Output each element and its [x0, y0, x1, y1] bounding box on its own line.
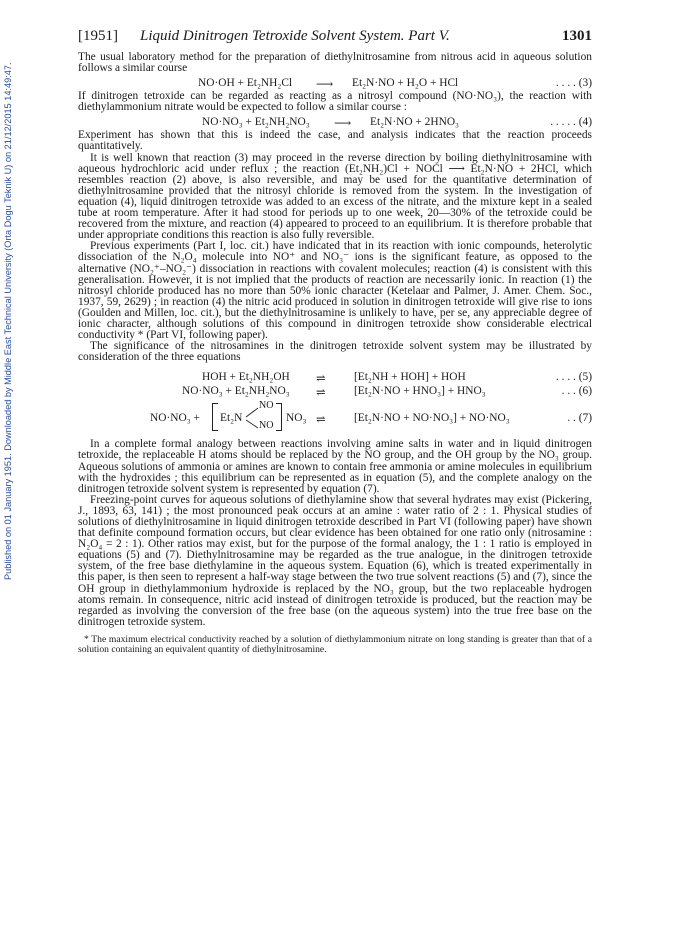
eq6-number: . . . (6) — [561, 385, 592, 398]
eq6-arrow: ⇌ — [316, 387, 326, 400]
paragraph-8: Freezing-point curves for aqueous solutions of diethylamine show that several hydrates may exist (Pickering, J., 1893, 63, 141) ; the most pronounced peak occurs at an amine : water ratio of 2 : 1. Physical studies of solutions of diethylnitrosamine in liquid dinitrogen tetroxide described in Part VI (following paper) have shown that definite compound formation occurs, but clear evidence has been obtained for one ratio only (nitrosamine : N₂O₄ = 2 : 1). Other ratios may exist, but for the purpose of the formal analogy, the 1 : 1 ratio is employed in equations (5) and (7). Diethylnitrosamine may be regarded as the true analogue, in the dinitrogen tetroxide system, of the free base diethylamine in the aqueous system. Equation (6), which is treated experimentally in this paper, is then seen to represent a half-way stage between the two true solvent reactions (5) and (7), since the OH group in diethylammonium hydroxide is replaced by the NO₃ group, but the two replaceable hydrogen atoms remain. In consequence, nitric acid instead of dinitrogen tetroxide is produced, but the reaction may be regarded as involving the conversion of the free base (on the aqueous system) into the true free base on the dinitrogen tetroxide system. — [78, 493, 592, 628]
left-bracket — [212, 403, 218, 431]
equation-7 — [78, 401, 592, 433]
eq7-arrow: ⇌ — [316, 414, 326, 427]
eq5-lhs: HOH + Et₂NH₂OH — [202, 371, 290, 384]
bond-lines — [245, 405, 259, 431]
eq3-number: . . . . (3) — [555, 77, 592, 90]
eq7-et2n: Et₂N — [220, 412, 243, 425]
paragraph-1: The usual laboratory method for the preparation of diethylnitrosamine from nitrous acid in aqueous solution follows a similar course — [78, 51, 592, 75]
paragraph-5: Previous experiments (Part I, loc. cit.) have indicated that in its reaction with ionic compounds, heterolytic dissociation of the N₂O₄ molecule into NO⁺ and NO₃⁻ ions is the significant feature, as opposed to the alternative (NO₂⁺–NO₂⁻) dissociation in reactions with covalent molecules; reaction (4) is consistent with this generalisation. However, it is not implied that the products of reaction are necessarily ionic. In reaction (1) the nitrosyl chloride produced has no more than 50% ionic character (Ketelaar and Palmer, J. Amer. Chem. Soc., 1937, 59, 2629) ; in reaction (4) the nitric acid produced in solution in dinitrogen tetroxide will give rise to ions (Goulden and Millen, loc. cit.), but the diethylnitrosamine is unlikely to have, per se, any appreciable degree of ionic character, although solutions of this compound in dinitrogen tetroxide show considerable electrical conductivity * (Part VI, following paper). — [78, 240, 592, 342]
download-watermark-text: Published on 01 January 1951. Downloaded by Middle East Technical University (Orta Dogu Teknik U) on 21/12/2015 14:49:47. — [3, 62, 13, 580]
header-year: [1951] — [78, 28, 118, 44]
eq7-no3: NO₃ — [286, 412, 307, 425]
paragraph-7: In a complete formal analogy between reactions involving amine salts in water and in liquid dinitrogen tetroxide, the replaceable H atoms should be replaced by the NO group, and the OH group by the NO₃ group. Aqueous solutions of ammonia or amines are known to contain free ammonia or amine molecules in equilibrium with the hydroxides ; this equilibrium can be represented as in equation (5), and the complete analogy on the dinitrogen tetroxide solvent system is represented by equation (7). — [78, 438, 592, 495]
paragraph-2: If dinitrogen tetroxide can be regarded as reacting as a nitrosyl compound (NO·NO₃), the reaction with diethylammonium nitrate would be expected to follow a similar course : — [78, 90, 592, 114]
eq3-arrow: ⟶ — [316, 77, 334, 92]
eq7-lhs: NO·NO₃ + — [150, 412, 200, 425]
eq6-lhs: NO·NO₃ + Et₂NH₂NO₃ — [182, 385, 290, 398]
eq7-number: . . (7) — [567, 412, 592, 425]
equation-5 — [78, 371, 592, 385]
eq3-lhs: NO·OH + Et₂NH₂Cl — [198, 77, 293, 90]
eq7-no-bottom: NO — [259, 420, 274, 432]
download-watermark — [1, 20, 15, 580]
page-number: 1301 — [562, 28, 592, 44]
right-bracket — [276, 403, 282, 431]
eq7-rhs: [Et₂N·NO + NO·NO₃] + NO·NO₃ — [354, 412, 510, 425]
footnote: * The maximum electrical conductivity reached by a solution of diethylammonium nitrate on long standing is greater than that of a solution containing an equivalent quantity of diethylnitrosamine. — [78, 633, 592, 655]
eq5-rhs: [Et₂NH + HOH] + HOH — [354, 371, 466, 384]
equation-3 — [78, 74, 592, 91]
eq7-no-top: NO — [259, 400, 274, 412]
header-title: Liquid Dinitrogen Tetroxide Solvent System. Part V. — [140, 28, 450, 44]
eq5-arrow: ⇌ — [316, 373, 326, 386]
eq3-rhs: Et₂N·NO + H₂O + HCl — [352, 77, 459, 90]
eq6-rhs: [Et₂N·NO + HNO₃] + HNO₃ — [354, 385, 486, 398]
eq5-number: . . . . (5) — [555, 371, 592, 384]
journal-page — [78, 28, 592, 655]
paragraph-3: Experiment has shown that this is indeed the case, and analysis indicates that the reaction proceeds quantitatively. — [78, 129, 592, 153]
eq4-rhs: Et₂N·NO + 2HNO₃ — [370, 116, 460, 129]
eq4-arrow: ⟶ — [334, 116, 352, 131]
eq4-lhs: NO·NO₃ + Et₂NH₂NO₃ — [202, 116, 310, 129]
equation-6 — [78, 385, 592, 399]
equations-5-7 — [78, 367, 592, 433]
running-header — [78, 28, 592, 52]
paragraph-6: The significance of the nitrosamines in the dinitrogen tetroxide solvent system may be illustrated by consideration of the three equations — [78, 340, 592, 364]
eq4-number: . . . . . (4) — [550, 116, 592, 129]
equation-4 — [78, 113, 592, 130]
paragraph-4: It is well known that reaction (3) may proceed in the reverse direction by boiling diethylnitrosamine with aqueous hydrochloric acid under reflux ; the reaction (Et₂NH₂)Cl + NOCl ⟶ Et₂N·NO + 2HCl, which resembles reaction (2) above, is also reversible, and may be used for the quantitative determination of diethylnitrosamine provided that the nitrosyl chloride is removed from the system. In the investigation of equation (4), liquid dinitrogen tetroxide was added to an excess of the nitrate, and the mixture kept in a sealed tube at room temperature. After it had stood for periods up to one week, 20—30% of the tetroxide could be recovered from the mixture, and reaction (4) appeared to proceed to an equilibrium. It is therefore probable that under appropriate conditions this reaction is also fully reversible. — [78, 151, 592, 242]
